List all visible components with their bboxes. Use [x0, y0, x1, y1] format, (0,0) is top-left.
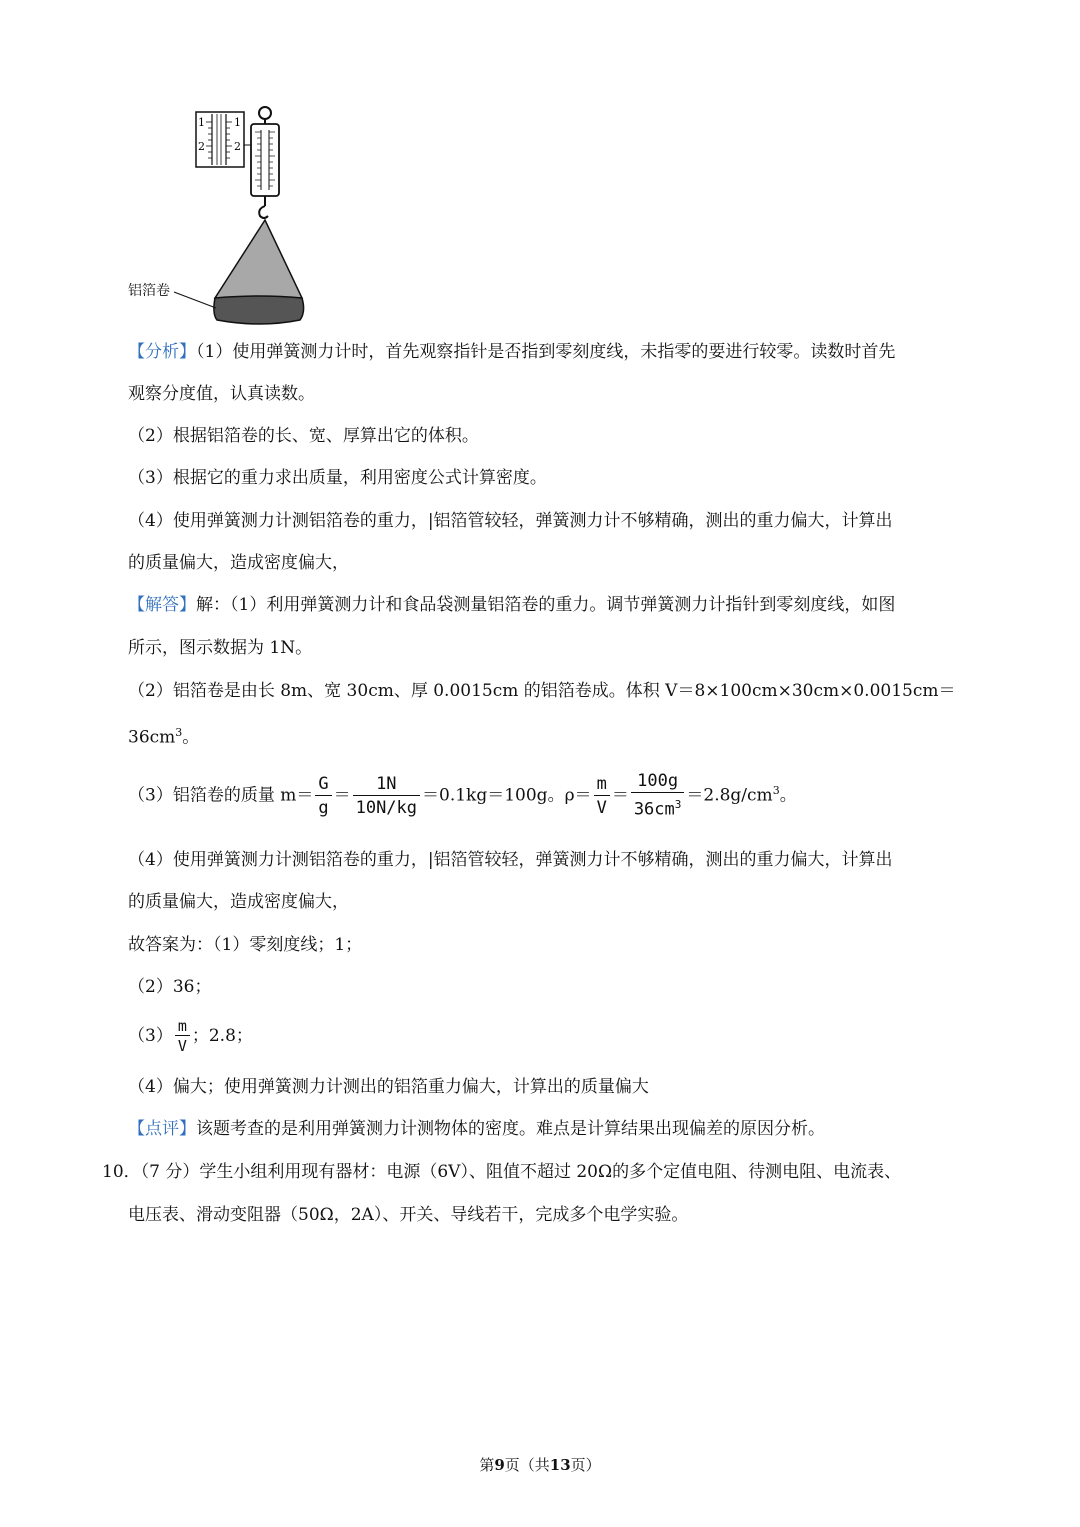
scale-tick-label: 1 [234, 116, 241, 129]
question-10-line: 电压表、滑动变阻器（50Ω，2A）、开关、导线若干，完成多个电学实验。 [128, 1205, 689, 1225]
question-10-line: 10．（7 分）学生小组利用现有器材：电源（6V）、阻值不超过 20Ω的多个定值电阻、待测电阻、电流表、 [102, 1162, 902, 1182]
page-total: 13 [549, 1456, 571, 1474]
page-footer: 第9页（共13页） [479, 1456, 601, 1474]
fraction: $\frac{m}{V}$ [594, 773, 610, 820]
answer-line: 【解答】解：（1）利用弹簧测力计和食品袋测量铝箔卷的重力。调节弹簧测力计指针到零刻度线，如图 [128, 595, 896, 615]
analysis-line: （3）根据它的重力求出质量，利用密度公式计算密度。 [128, 468, 547, 488]
answer-formula-line: （3）铝箔卷的质量 m＝ $\frac{G}{g}$ ＝ $\frac{1N}{10N/kg}$ ＝0.1kg＝100g。ρ＝ $\frac{m}{V}$ ＝ $\frac{100g}{36cm^3}$ $=2.8g/cm^3$。 [128, 771, 797, 820]
fraction: $\frac{m}{V}$ [175, 1017, 190, 1056]
analysis-tag: 【分析】 [128, 342, 196, 362]
answer-line: （2）铝箔卷是由长 8m、宽 30cm、厚 0.0015cm 的铝箔卷成。体积 V＝8×100cm×30cm×0.0015cm＝ [128, 681, 956, 701]
comment-tag: 【点评】 [128, 1119, 196, 1139]
fraction: $\frac{100g}{36cm^3}$ [631, 770, 685, 822]
fraction: $\frac{1N}{10N/kg}$ [353, 773, 420, 820]
analysis-line: 观察分度值，认真读数。 [128, 384, 315, 404]
answer-line: $36cm^3$。 [128, 726, 200, 748]
answer-tag: 【解答】 [128, 595, 196, 615]
scale-tick-label: 1 [198, 116, 205, 129]
answer-line: （4）使用弹簧测力计测铝箔卷的重力，|铝箔管较轻，弹簧测力计不够精确，测出的重力偏大，计算出 [128, 850, 893, 870]
answer-line: 的质量偏大，造成密度偏大， [128, 892, 349, 912]
answer-line: 所示，图示数据为 1N。 [128, 638, 313, 658]
figure-label: 铝箔卷 [128, 283, 170, 299]
analysis-line: （4）使用弹簧测力计测铝箔卷的重力，|铝箔管较轻，弹簧测力计不够精确，测出的重力偏大，计算出 [128, 511, 893, 531]
comment-line: 【点评】该题考查的是利用弹簧测力计测物体的密度。难点是计算结果出现偏差的原因分析。 [128, 1119, 825, 1139]
analysis-line: （2）根据铝箔卷的长、宽、厚算出它的体积。 [128, 426, 479, 446]
analysis-line: 的质量偏大，造成密度偏大， [128, 553, 349, 573]
final-answer-line: 故答案为：（1）零刻度线；1； [128, 935, 363, 955]
final-answer-line: （4）偏大；使用弹簧测力计测出的铝箔重力偏大，计算出的质量偏大 [128, 1077, 649, 1097]
final-answer-line: （2）36； [128, 977, 212, 997]
scale-tick-label: 2 [198, 140, 205, 153]
fraction: $\frac{G}{g}$ [315, 773, 331, 820]
scale-tick-label: 2 [234, 140, 241, 153]
final-answer-line: （3） $\frac{m}{V}$ ；2.8； [128, 1017, 253, 1055]
analysis-line: 【分析】（1）使用弹簧测力计时，首先观察指针是否指到零刻度线，未指零的要进行较零。读数时首先 [128, 342, 896, 362]
page-number: 9 [494, 1456, 505, 1474]
